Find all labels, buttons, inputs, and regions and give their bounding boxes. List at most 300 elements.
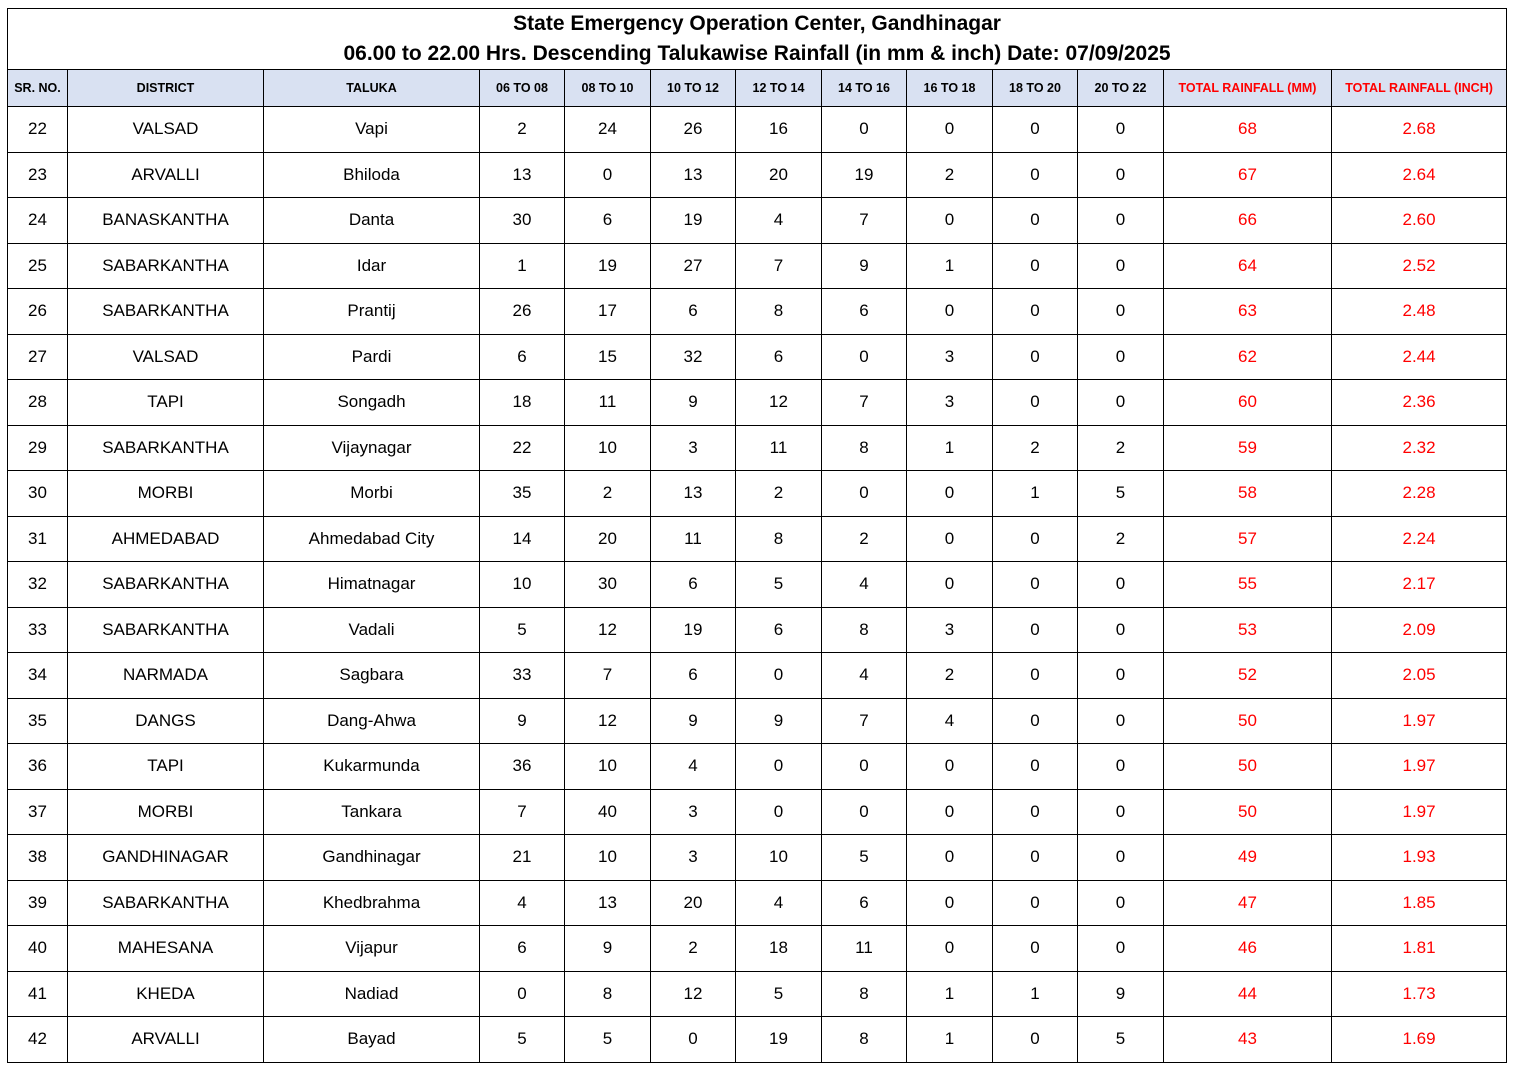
district-cell: DANGS [68,698,264,744]
district-cell: MORBI [68,789,264,835]
sr-no-cell: 22 [8,107,68,153]
rain-06-08-cell: 9 [480,698,565,744]
total-inch-cell: 1.97 [1332,744,1507,790]
rain-06-08-cell: 21 [480,835,565,881]
rain-16-18-cell: 0 [907,880,993,926]
rain-10-12-cell: 13 [651,152,736,198]
rain-06-08-cell: 7 [480,789,565,835]
rain-12-14-cell: 0 [736,789,822,835]
rain-20-22-cell: 0 [1078,744,1164,790]
rain-18-20-cell: 0 [993,653,1078,699]
sr-no-cell: 41 [8,971,68,1017]
col-header-20-22: 20 TO 22 [1078,70,1164,107]
rain-10-12-cell: 27 [651,243,736,289]
rain-08-10-cell: 40 [565,789,651,835]
sr-no-cell: 25 [8,243,68,289]
total-mm-cell: 59 [1164,425,1332,471]
table-row [8,926,1507,972]
rain-12-14-cell: 19 [736,1017,822,1063]
rain-16-18-cell: 2 [907,653,993,699]
rain-16-18-cell: 0 [907,198,993,244]
table-row [8,744,1507,790]
rain-14-16-cell: 6 [822,289,907,335]
table-row [8,289,1507,335]
rain-14-16-cell: 7 [822,198,907,244]
rain-20-22-cell: 2 [1078,516,1164,562]
table-row [8,607,1507,653]
rain-14-16-cell: 0 [822,744,907,790]
rain-20-22-cell: 0 [1078,152,1164,198]
rain-14-16-cell: 8 [822,425,907,471]
total-inch-cell: 2.52 [1332,243,1507,289]
col-header-06-08: 06 TO 08 [480,70,565,107]
district-cell: SABARKANTHA [68,425,264,471]
rain-20-22-cell: 9 [1078,971,1164,1017]
col-header-sr-no: SR. NO. [8,70,68,107]
total-inch-cell: 2.28 [1332,471,1507,517]
rain-16-18-cell: 1 [907,243,993,289]
rain-08-10-cell: 9 [565,926,651,972]
district-cell: KHEDA [68,971,264,1017]
total-inch-cell: 1.73 [1332,971,1507,1017]
rain-12-14-cell: 5 [736,562,822,608]
rain-20-22-cell: 0 [1078,835,1164,881]
taluka-cell: Songadh [264,380,480,426]
rain-06-08-cell: 30 [480,198,565,244]
rain-20-22-cell: 0 [1078,789,1164,835]
rain-10-12-cell: 4 [651,744,736,790]
rain-12-14-cell: 4 [736,198,822,244]
total-inch-cell: 1.69 [1332,1017,1507,1063]
taluka-cell: Ahmedabad City [264,516,480,562]
rain-18-20-cell: 2 [993,425,1078,471]
rain-10-12-cell: 0 [651,1017,736,1063]
table-row [8,243,1507,289]
table-row [8,880,1507,926]
table-row [8,198,1507,244]
rain-14-16-cell: 0 [822,334,907,380]
taluka-cell: Pardi [264,334,480,380]
total-mm-cell: 63 [1164,289,1332,335]
rain-14-16-cell: 0 [822,471,907,517]
rain-20-22-cell: 2 [1078,425,1164,471]
rain-14-16-cell: 7 [822,698,907,744]
taluka-cell: Prantij [264,289,480,335]
district-cell: AHMEDABAD [68,516,264,562]
rain-18-20-cell: 0 [993,380,1078,426]
rain-16-18-cell: 0 [907,107,993,153]
rain-20-22-cell: 0 [1078,289,1164,335]
rain-12-14-cell: 8 [736,516,822,562]
rain-10-12-cell: 11 [651,516,736,562]
table-row [8,152,1507,198]
total-inch-cell: 2.17 [1332,562,1507,608]
rain-12-14-cell: 0 [736,653,822,699]
rain-14-16-cell: 11 [822,926,907,972]
rain-14-16-cell: 7 [822,380,907,426]
total-inch-cell: 2.48 [1332,289,1507,335]
rain-14-16-cell: 4 [822,562,907,608]
rain-10-12-cell: 3 [651,425,736,471]
rain-20-22-cell: 0 [1078,334,1164,380]
total-inch-cell: 2.24 [1332,516,1507,562]
rain-08-10-cell: 10 [565,835,651,881]
rain-14-16-cell: 8 [822,1017,907,1063]
rain-08-10-cell: 8 [565,971,651,1017]
rain-08-10-cell: 19 [565,243,651,289]
rain-16-18-cell: 0 [907,835,993,881]
total-inch-cell: 2.44 [1332,334,1507,380]
rain-18-20-cell: 0 [993,289,1078,335]
rain-06-08-cell: 2 [480,107,565,153]
total-inch-cell: 1.93 [1332,835,1507,881]
rain-12-14-cell: 18 [736,926,822,972]
rain-16-18-cell: 0 [907,471,993,517]
rain-18-20-cell: 0 [993,698,1078,744]
total-inch-cell: 2.36 [1332,380,1507,426]
rain-08-10-cell: 2 [565,471,651,517]
total-mm-cell: 57 [1164,516,1332,562]
rain-14-16-cell: 4 [822,653,907,699]
rain-20-22-cell: 5 [1078,1017,1164,1063]
table-row [8,380,1507,426]
report-subtitle: 06.00 to 22.00 Hrs. Descending Talukawise Rainfall (in mm & inch) Date: 07/09/2025 [8,39,1507,70]
rain-14-16-cell: 19 [822,152,907,198]
rain-20-22-cell: 0 [1078,198,1164,244]
rain-20-22-cell: 0 [1078,562,1164,608]
rain-10-12-cell: 32 [651,334,736,380]
rain-12-14-cell: 20 [736,152,822,198]
rain-08-10-cell: 6 [565,198,651,244]
rain-06-08-cell: 26 [480,289,565,335]
rain-06-08-cell: 10 [480,562,565,608]
district-cell: MAHESANA [68,926,264,972]
taluka-cell: Vadali [264,607,480,653]
taluka-cell: Bayad [264,1017,480,1063]
rain-18-20-cell: 0 [993,198,1078,244]
rain-06-08-cell: 6 [480,334,565,380]
total-inch-cell: 2.60 [1332,198,1507,244]
table-row [8,698,1507,744]
district-cell: VALSAD [68,334,264,380]
total-mm-cell: 49 [1164,835,1332,881]
rain-10-12-cell: 3 [651,789,736,835]
rain-12-14-cell: 10 [736,835,822,881]
rain-20-22-cell: 0 [1078,880,1164,926]
total-mm-cell: 55 [1164,562,1332,608]
table-row [8,425,1507,471]
rain-18-20-cell: 0 [993,152,1078,198]
rain-18-20-cell: 1 [993,971,1078,1017]
rain-06-08-cell: 22 [480,425,565,471]
rain-18-20-cell: 0 [993,789,1078,835]
district-cell: NARMADA [68,653,264,699]
district-cell: SABARKANTHA [68,880,264,926]
rain-18-20-cell: 0 [993,744,1078,790]
rain-06-08-cell: 1 [480,243,565,289]
rain-10-12-cell: 26 [651,107,736,153]
rain-10-12-cell: 6 [651,289,736,335]
rain-08-10-cell: 11 [565,380,651,426]
sr-no-cell: 40 [8,926,68,972]
rain-18-20-cell: 0 [993,107,1078,153]
rain-18-20-cell: 0 [993,835,1078,881]
district-cell: ARVALLI [68,152,264,198]
rain-14-16-cell: 8 [822,607,907,653]
total-inch-cell: 1.97 [1332,698,1507,744]
rain-16-18-cell: 0 [907,516,993,562]
district-cell: ARVALLI [68,1017,264,1063]
taluka-cell: Vapi [264,107,480,153]
table-row [8,971,1507,1017]
rain-16-18-cell: 3 [907,380,993,426]
rain-14-16-cell: 2 [822,516,907,562]
rain-16-18-cell: 0 [907,789,993,835]
total-mm-cell: 64 [1164,243,1332,289]
taluka-cell: Sagbara [264,653,480,699]
col-header-total-mm: TOTAL RAINFALL (MM) [1164,70,1332,107]
taluka-cell: Vijapur [264,926,480,972]
sr-no-cell: 31 [8,516,68,562]
rain-10-12-cell: 20 [651,880,736,926]
sr-no-cell: 28 [8,380,68,426]
total-mm-cell: 50 [1164,698,1332,744]
table-row [8,334,1507,380]
total-mm-cell: 43 [1164,1017,1332,1063]
sr-no-cell: 35 [8,698,68,744]
rain-20-22-cell: 0 [1078,380,1164,426]
district-cell: SABARKANTHA [68,607,264,653]
rain-12-14-cell: 12 [736,380,822,426]
total-mm-cell: 66 [1164,198,1332,244]
col-header-16-18: 16 TO 18 [907,70,993,107]
sr-no-cell: 38 [8,835,68,881]
col-header-10-12: 10 TO 12 [651,70,736,107]
rain-16-18-cell: 0 [907,562,993,608]
rain-12-14-cell: 7 [736,243,822,289]
rain-06-08-cell: 6 [480,926,565,972]
rain-14-16-cell: 8 [822,971,907,1017]
total-inch-cell: 1.97 [1332,789,1507,835]
taluka-cell: Gandhinagar [264,835,480,881]
title-row-1 [8,9,1507,40]
total-mm-cell: 53 [1164,607,1332,653]
table-row [8,562,1507,608]
rain-16-18-cell: 0 [907,289,993,335]
rain-20-22-cell: 0 [1078,653,1164,699]
taluka-cell: Idar [264,243,480,289]
total-inch-cell: 2.09 [1332,607,1507,653]
sr-no-cell: 33 [8,607,68,653]
sr-no-cell: 34 [8,653,68,699]
rain-16-18-cell: 1 [907,971,993,1017]
rain-08-10-cell: 0 [565,152,651,198]
total-inch-cell: 1.81 [1332,926,1507,972]
district-cell: GANDHINAGAR [68,835,264,881]
table-row [8,1017,1507,1063]
rain-12-14-cell: 2 [736,471,822,517]
rain-06-08-cell: 5 [480,607,565,653]
rain-06-08-cell: 36 [480,744,565,790]
rain-14-16-cell: 0 [822,789,907,835]
col-header-12-14: 12 TO 14 [736,70,822,107]
table-row [8,835,1507,881]
rain-06-08-cell: 13 [480,152,565,198]
total-mm-cell: 46 [1164,926,1332,972]
rain-16-18-cell: 4 [907,698,993,744]
total-mm-cell: 47 [1164,880,1332,926]
col-header-14-16: 14 TO 16 [822,70,907,107]
rain-14-16-cell: 9 [822,243,907,289]
district-cell: MORBI [68,471,264,517]
total-mm-cell: 58 [1164,471,1332,517]
sr-no-cell: 42 [8,1017,68,1063]
table-row [8,107,1507,153]
rain-20-22-cell: 5 [1078,471,1164,517]
rain-08-10-cell: 10 [565,744,651,790]
rain-12-14-cell: 0 [736,744,822,790]
taluka-cell: Danta [264,198,480,244]
rain-18-20-cell: 0 [993,516,1078,562]
table-row [8,653,1507,699]
col-header-total-inch: TOTAL RAINFALL (INCH) [1332,70,1507,107]
rain-12-14-cell: 5 [736,971,822,1017]
rain-06-08-cell: 14 [480,516,565,562]
rain-10-12-cell: 2 [651,926,736,972]
total-mm-cell: 52 [1164,653,1332,699]
sr-no-cell: 24 [8,198,68,244]
report-title: State Emergency Operation Center, Gandhinagar [8,9,1507,40]
district-cell: SABARKANTHA [68,562,264,608]
sr-no-cell: 27 [8,334,68,380]
rain-10-12-cell: 19 [651,198,736,244]
rain-12-14-cell: 8 [736,289,822,335]
total-inch-cell: 1.85 [1332,880,1507,926]
rain-06-08-cell: 18 [480,380,565,426]
district-cell: SABARKANTHA [68,243,264,289]
rain-10-12-cell: 3 [651,835,736,881]
rain-18-20-cell: 0 [993,607,1078,653]
rain-18-20-cell: 0 [993,880,1078,926]
rain-12-14-cell: 4 [736,880,822,926]
taluka-cell: Nadiad [264,971,480,1017]
district-cell: VALSAD [68,107,264,153]
rainfall-table [7,8,1507,1063]
rain-10-12-cell: 12 [651,971,736,1017]
table-row [8,789,1507,835]
district-cell: SABARKANTHA [68,289,264,335]
rain-10-12-cell: 13 [651,471,736,517]
rain-18-20-cell: 0 [993,1017,1078,1063]
col-header-08-10: 08 TO 10 [565,70,651,107]
rain-08-10-cell: 10 [565,425,651,471]
rain-16-18-cell: 1 [907,425,993,471]
rain-12-14-cell: 16 [736,107,822,153]
sr-no-cell: 29 [8,425,68,471]
rain-08-10-cell: 15 [565,334,651,380]
rain-12-14-cell: 6 [736,334,822,380]
total-mm-cell: 68 [1164,107,1332,153]
total-mm-cell: 44 [1164,971,1332,1017]
rain-16-18-cell: 1 [907,1017,993,1063]
rain-14-16-cell: 6 [822,880,907,926]
rain-08-10-cell: 24 [565,107,651,153]
table-row [8,516,1507,562]
total-mm-cell: 62 [1164,334,1332,380]
sr-no-cell: 26 [8,289,68,335]
total-inch-cell: 2.32 [1332,425,1507,471]
rain-08-10-cell: 20 [565,516,651,562]
rain-16-18-cell: 3 [907,607,993,653]
taluka-cell: Himatnagar [264,562,480,608]
rain-08-10-cell: 7 [565,653,651,699]
taluka-cell: Dang-Ahwa [264,698,480,744]
rain-08-10-cell: 5 [565,1017,651,1063]
col-header-district: DISTRICT [68,70,264,107]
rain-18-20-cell: 1 [993,471,1078,517]
rain-14-16-cell: 0 [822,107,907,153]
total-inch-cell: 2.05 [1332,653,1507,699]
total-mm-cell: 60 [1164,380,1332,426]
total-mm-cell: 67 [1164,152,1332,198]
total-inch-cell: 2.68 [1332,107,1507,153]
rain-10-12-cell: 6 [651,653,736,699]
sr-no-cell: 36 [8,744,68,790]
taluka-cell: Bhiloda [264,152,480,198]
total-inch-cell: 2.64 [1332,152,1507,198]
rain-16-18-cell: 3 [907,334,993,380]
rain-18-20-cell: 0 [993,243,1078,289]
rain-20-22-cell: 0 [1078,607,1164,653]
rain-20-22-cell: 0 [1078,107,1164,153]
district-cell: TAPI [68,744,264,790]
rain-08-10-cell: 12 [565,607,651,653]
rain-20-22-cell: 0 [1078,926,1164,972]
taluka-cell: Kukarmunda [264,744,480,790]
taluka-cell: Morbi [264,471,480,517]
rain-08-10-cell: 12 [565,698,651,744]
taluka-cell: Khedbrahma [264,880,480,926]
rain-08-10-cell: 17 [565,289,651,335]
rain-12-14-cell: 6 [736,607,822,653]
rain-10-12-cell: 6 [651,562,736,608]
rain-10-12-cell: 19 [651,607,736,653]
rain-20-22-cell: 0 [1078,243,1164,289]
sr-no-cell: 37 [8,789,68,835]
column-header-row [8,70,1507,107]
rain-16-18-cell: 2 [907,152,993,198]
total-mm-cell: 50 [1164,789,1332,835]
district-cell: TAPI [68,380,264,426]
rain-06-08-cell: 33 [480,653,565,699]
rain-16-18-cell: 0 [907,744,993,790]
rain-10-12-cell: 9 [651,698,736,744]
rain-08-10-cell: 13 [565,880,651,926]
sr-no-cell: 32 [8,562,68,608]
rainfall-report-sheet [7,8,1506,1063]
rain-16-18-cell: 0 [907,926,993,972]
taluka-cell: Tankara [264,789,480,835]
rain-06-08-cell: 0 [480,971,565,1017]
rain-06-08-cell: 35 [480,471,565,517]
table-row [8,471,1507,517]
rain-12-14-cell: 9 [736,698,822,744]
rain-06-08-cell: 4 [480,880,565,926]
col-header-taluka: TALUKA [264,70,480,107]
title-row-2 [8,39,1507,70]
sr-no-cell: 39 [8,880,68,926]
col-header-18-20: 18 TO 20 [993,70,1078,107]
